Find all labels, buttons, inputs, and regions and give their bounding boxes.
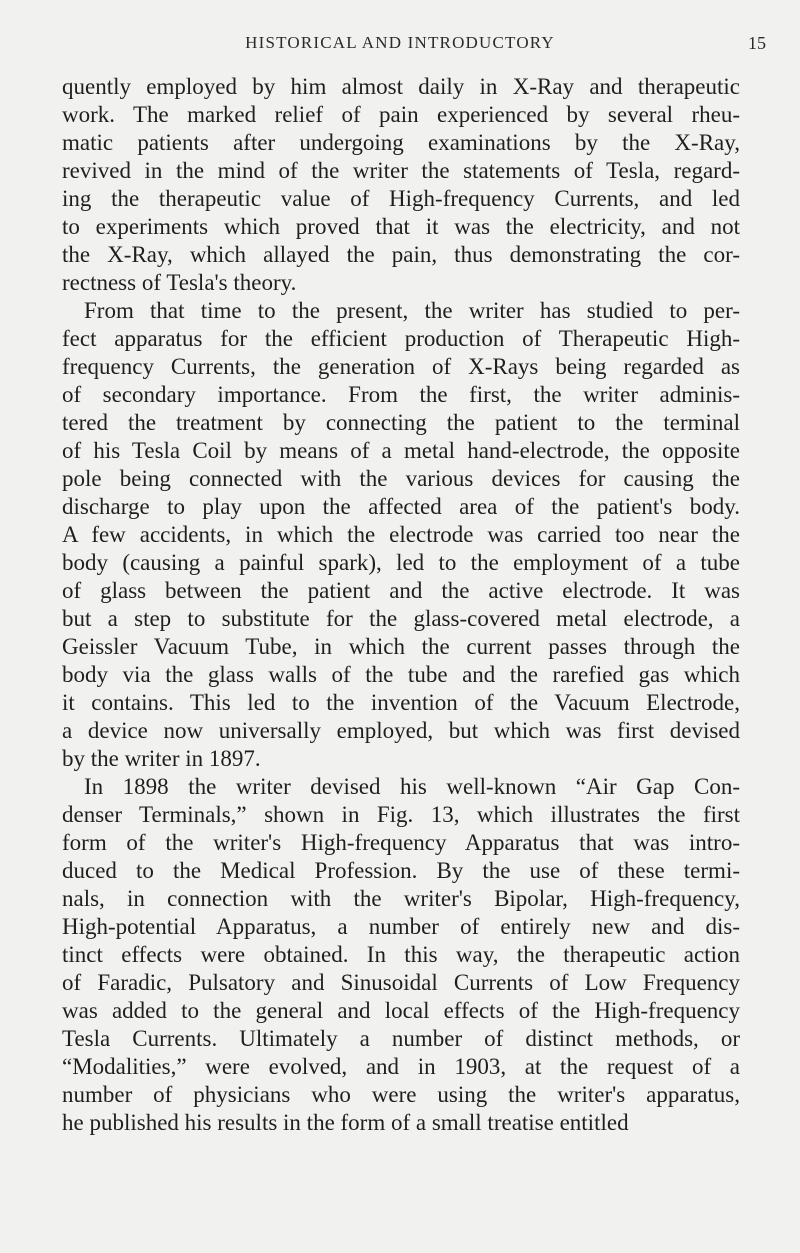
text-line: discharge to play upon the affected area of the patient's body. (62, 494, 740, 519)
running-head (0, 33, 800, 63)
paragraph (62, 73, 740, 297)
text-line: form of the writer's High-frequency Apparatus that was intro- (62, 830, 740, 855)
text-line: A few accidents, in which the electrode was carried too near the (62, 522, 740, 547)
text-line: duced to the Medical Profession. By the use of these termi- (62, 858, 740, 883)
text-line: by the writer in 1897. (62, 746, 261, 771)
paragraph (62, 773, 740, 1137)
text-line: In 1898 the writer devised his well-known “Air Gap Con- (84, 774, 740, 799)
text-line: was added to the general and local effects of the High-frequency (62, 998, 740, 1023)
text-line: tinct effects were obtained. In this way, the therapeutic action (62, 942, 740, 967)
text-line: body (causing a painful spark), led to the employment of a tube (62, 550, 740, 575)
text-line: denser Terminals,” shown in Fig. 13, which illustrates the first (62, 802, 740, 827)
text-line: the X-Ray, which allayed the pain, thus demonstrating the cor- (62, 242, 740, 267)
text-line: number of physicians who were using the writer's apparatus, (62, 1082, 740, 1107)
paragraph (62, 297, 740, 773)
text-line: Tesla Currents. Ultimately a number of distinct methods, or (62, 1026, 740, 1051)
text-line: body via the glass walls of the tube and the rarefied gas which (62, 662, 740, 687)
page-number: 15 (748, 33, 766, 53)
text-line: he published his results in the form of a small treatise entitled (62, 1110, 629, 1135)
text-line: tered the treatment by connecting the patient to the terminal (62, 410, 740, 435)
text-line: ing the therapeutic value of High-frequency Currents, and led (62, 186, 740, 211)
text-line: of his Tesla Coil by means of a metal hand-electrode, the opposite (62, 438, 740, 463)
text-line: nals, in connection with the writer's Bipolar, High-frequency, (62, 886, 740, 911)
text-line: Geissler Vacuum Tube, in which the current passes through the (62, 634, 740, 659)
text-line: High-potential Apparatus, a number of entirely new and dis- (62, 914, 740, 939)
text-line: From that time to the present, the writer has studied to per- (84, 298, 740, 323)
text-line: fect apparatus for the efficient production of Therapeutic High- (62, 326, 740, 351)
text-line: but a step to substitute for the glass-covered metal electrode, a (62, 606, 740, 631)
text-line: it contains. This led to the invention of the Vacuum Electrode, (62, 690, 740, 715)
text-line: to experiments which proved that it was the electricity, and not (62, 214, 740, 239)
text-line: frequency Currents, the generation of X-Rays being regarded as (62, 354, 740, 379)
body-text (62, 73, 740, 1137)
running-title: HISTORICAL AND INTRODUCTORY (245, 33, 555, 52)
text-line: revived in the mind of the writer the statements of Tesla, regard- (62, 158, 740, 183)
text-line: work. The marked relief of pain experienced by several rheu- (62, 102, 740, 127)
text-line: rectness of Tesla's theory. (62, 270, 297, 295)
text-line: pole being connected with the various devices for causing the (62, 466, 740, 491)
text-line: of glass between the patient and the active electrode. It was (62, 578, 740, 603)
text-line: matic patients after undergoing examinations by the X-Ray, (62, 130, 740, 155)
text-line: “Modalities,” were evolved, and in 1903, at the request of a (62, 1054, 740, 1079)
text-line: quently employed by him almost daily in X-Ray and therapeutic (62, 74, 740, 99)
text-line: of secondary importance. From the first, the writer adminis- (62, 382, 740, 407)
text-line: a device now universally employed, but which was first devised (62, 718, 740, 743)
text-line: of Faradic, Pulsatory and Sinusoidal Currents of Low Frequency (62, 970, 740, 995)
